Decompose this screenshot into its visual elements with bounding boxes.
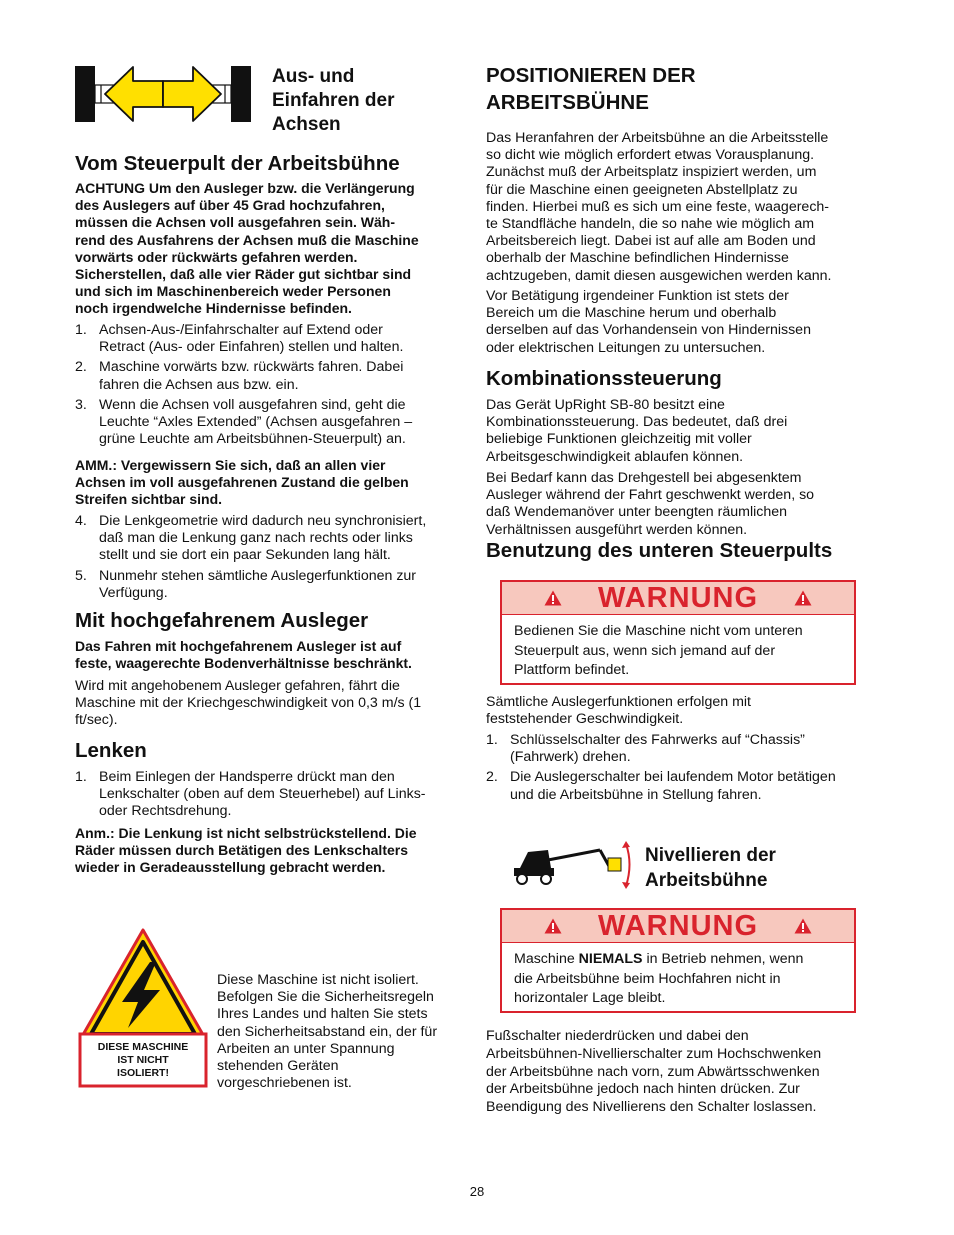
list-item: 5. Nunmehr stehen sämtliche Auslegerfunktionen zur Verfügung. (75, 567, 417, 601)
warning-box-leveling (500, 908, 856, 1013)
ausleger-bold-text: Das Fahren mit hochgefahrenem Ausleger ist auf feste, waagerechte Bodenverhältnisse beschränkt. (75, 638, 412, 672)
list-item: 2. Die Auslegerschalter bei laufendem Motor betätigen und die Arbeitsbühne in Stellung fahren. (486, 769, 836, 803)
warning-box-lower-control (500, 580, 856, 685)
warning-title: WARNUNG (597, 909, 759, 942)
axles-title: Aus- und Einfahren der Achsen (272, 66, 395, 135)
warning-text: Bedienen Sie die Maschine nicht vom unteren Steuerpult aus, wenn sich jemand auf der Plattform befindet. (514, 623, 803, 678)
warning-triangle-icon (794, 918, 812, 934)
warning-triangle-icon (544, 918, 562, 934)
isolation-text: Diese Maschine ist nicht isoliert. Befolgen Sie die Sicherheitsregeln Ihres Landes und halten Sie stets den Sicherheitsabstand ein, der für Arbeiten an unter Spannung stehenden Geräten vorgeschriebenen ist. (217, 972, 438, 1092)
warning-text: Maschine NIEMALS in Betrieb nehmen, wenn die Arbeitsbühne beim Hochfahren nicht in horizontaler Lage bleibt. (514, 951, 804, 1006)
lenken-heading: Lenken (75, 739, 147, 762)
positionieren-paragraph-2: Vor Betätigung irgendeiner Funktion ist stets der Bereich um die Maschine herum und oberhalb derselben auf das Vorhandensein von Hindernissen oder elektrischen Leitungen zu untersuchen. (486, 288, 811, 356)
list-item: 1. Schlüsselschalter des Fahrwerks auf “Chassis” (Fahrwerk) drehen. (486, 732, 805, 766)
ausleger-heading: Mit hochgefahrenem Ausleger (75, 609, 369, 632)
axles-icon (75, 65, 251, 123)
anm-note: Anm.: Die Lenkung ist nicht selbstrückstellend. Die Räder müssen durch Betätigen des Lenkschalters wieder in Geradeausstellung gebracht werden. (75, 825, 417, 876)
high-voltage-hazard-label (78, 928, 208, 1088)
unteren-heading: Benutzung des unteren Steuerpults (486, 539, 833, 562)
unteren-paragraph: Sämtliche Auslegerfunktionen erfolgen mit feststehender Geschwindigkeit. (486, 694, 751, 728)
steuerpult-heading: Vom Steuerpult der Arbeitsbühne (75, 152, 400, 175)
warning-triangle-icon (544, 590, 562, 606)
unteren-steps (486, 732, 876, 804)
amm-note: AMM.: Vergewissern Sie sich, daß an allen vier Achsen im voll ausgefahrenen Zustand die gelben Streifen sichtbar sind. (75, 457, 409, 508)
achtung-notice: ACHTUNG Um den Ausleger bzw. die Verlängerung des Auslegers auf über 45 Grad hochzufahren, müssen die Achsen voll ausgefahren sein. Wäh- rend des Ausfahrens der Achsen muß die Maschine vorwärts oder rückwärts gefahren werden. Sicherstellen, daß alle vier Räder gut sichtbar sind und sich im Maschinenbereich weder Personen noch irgendwelche Hindernisse befinden. (75, 180, 419, 317)
kombi-heading: Kombinationssteuerung (486, 367, 722, 390)
list-item: 1. Achsen-Aus-/Einfahrschalter auf Extend oder Retract (Aus- oder Einfahren) stellen und halten. (75, 322, 404, 356)
page-number: 28 (469, 1184, 485, 1199)
list-item: 1. Beim Einlegen der Handsperre drückt man den Lenkschalter (oben auf dem Steuerhebel) auf Links- oder Rechtsdrehung. (75, 769, 426, 820)
kombi-paragraph-2: Bei Bedarf kann das Drehgestell bei abgesenktem Ausleger während der Fahrt geschwenkt werden, so daß Wendemanöver unter beengten räumlichen Verhältnissen ausgeführt werden können. (486, 470, 815, 538)
hazard-label-text: DIESE MASCHINE IST NICHT ISOLIERT! (97, 1041, 189, 1079)
axles-steps-a (75, 322, 465, 448)
list-item: 4. Die Lenkgeometrie wird dadurch neu synchronisiert, daß man die Lenkung ganz nach rechts oder links stellt und sie dort ein paar Sekunden lang hält. (75, 513, 427, 564)
nivellieren-heading: Nivellieren der Arbeitsbühne (645, 845, 776, 891)
nivellieren-paragraph: Fußschalter niederdrücken und dabei den Arbeitsbühnen-Nivellierschalter zum Hochschwenken der Arbeitsbühne nach vorn, zum Abwärtsschwenken der Arbeitsbühne jedoch nach hinten drücken. Zur Beendigung des Nivellierens den Schalter loslassen. (486, 1028, 822, 1116)
list-item: 2. Maschine vorwärts bzw. rückwärts fahren. Dabei fahren die Achsen aus bzw. ein. (75, 359, 404, 393)
warning-header (502, 910, 854, 943)
warning-title: WARNUNG (597, 581, 759, 614)
list-item: 3. Wenn die Achsen voll ausgefahren sind, geht die Leuchte “Axles Extended” (Achsen ausgefahren – grüne Leuchte am Arbeitsbühnen-Steuerpult) an. (75, 396, 413, 448)
kombi-paragraph-1: Das Gerät UpRight SB-80 besitzt eine Kombinationssteuerung. Das bedeutet, daß drei beliebige Funktionen gleichzeitig mit voller Arbeitsgeschwindigkeit ablaufen können. (486, 397, 788, 465)
lenken-steps (75, 769, 465, 821)
ausleger-text: Wird mit angehobenem Ausleger gefahren, fährt die Maschine mit der Kriechgeschwindigkeit von 0,3 m/s (1 ft/sec). (75, 678, 422, 729)
warning-header (502, 582, 854, 615)
positionieren-heading: POSITIONIEREN DER ARBEITSBÜHNE (486, 64, 696, 114)
axles-steps-b (75, 513, 465, 602)
warning-triangle-icon (794, 590, 812, 606)
positionieren-paragraph-1: Das Heranfahren der Arbeitsbühne an die Arbeitsstelle so dicht wie möglich erfordert etwas Vorausplanung. Zunächst muß der Arbeitsplatz inspiziert werden, um für die Maschine einen geeigneten Abstellplatz zu finden. Hierbei muß es sich um eine feste, waagerech- te Standfläche handeln, die so nahe wie möglich am Arbeitsbereich liegt. Dabei ist auf alle am Boden und oberhalb der Maschine befindlichen Hindernisse achtzugeben, damit diesen ausgewichen werden kann. (486, 130, 832, 284)
platform-leveling-icon (512, 838, 634, 892)
